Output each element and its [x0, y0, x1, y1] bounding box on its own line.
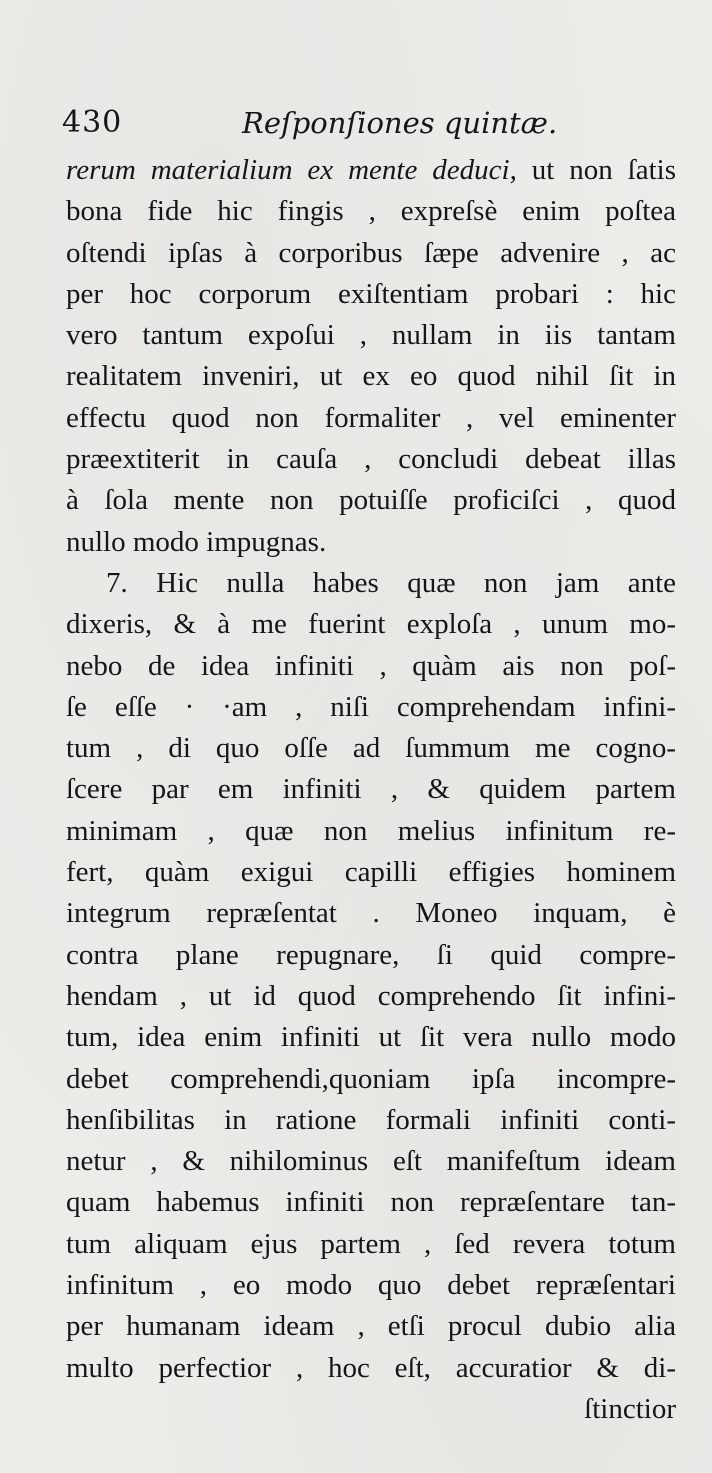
body-text	[66, 150, 676, 1430]
text-line: per humanam ideam , etſi procul dubio alia	[66, 1310, 676, 1343]
text-line: contra plane repugnare, ſi quid compre-	[66, 938, 676, 971]
text-line: henſibilitas in ratione formali infiniti conti-	[66, 1103, 676, 1136]
text-line: multo perfectior , hoc eſt, accuratior & di-	[66, 1351, 676, 1384]
text-line: vero tantum expoſui , nullam in iis tantam	[66, 319, 676, 352]
text-line: effectu quod non formaliter , vel eminenter	[66, 401, 676, 434]
text-line: tum, idea enim infiniti ut ſit vera nullo modo	[66, 1021, 676, 1054]
text-line	[66, 150, 676, 191]
text-line: quam habemus infiniti non repræſentare tan-	[66, 1186, 676, 1219]
text-line: netur , & nihilominus eſt manifeſtum ideam	[66, 1145, 676, 1178]
page-header	[62, 100, 672, 146]
italic-phrase: rerum materialium ex mente deduci,	[66, 154, 517, 186]
text-line: nullo modo impugnas.	[66, 525, 327, 558]
text-line: oſtendi ipſas à corporibus ſæpe advenire , ac	[66, 236, 676, 269]
text-line: tum aliquam ejus partem , ſed revera totum	[66, 1227, 676, 1260]
catchword: ſtinctior	[584, 1392, 676, 1425]
text-line: per hoc corporum exiſtentiam probari : hic	[66, 277, 676, 310]
paragraph-start-line: 7. Hic nulla habes quæ non jam ante	[106, 566, 676, 599]
text-line: integrum repræſentat . Moneo inquam, è	[66, 897, 676, 930]
text-line: hendam , ut id quod comprehendo ſit infini-	[66, 979, 676, 1012]
text-line: ſe eſſe · ·am , niſi comprehendam infini-	[66, 690, 676, 723]
text-line: nebo de idea infiniti , quàm ais non poſ-	[66, 649, 676, 682]
text-segment: ut non ſatis	[516, 154, 676, 186]
text-line: infinitum , eo modo quo debet repræſentari	[66, 1269, 676, 1302]
text-line: à ſola mente non potuiſſe proficiſci , quod	[66, 484, 676, 517]
text-line: realitatem inveniri, ut ex eo quod nihil ſit in	[66, 360, 676, 393]
text-line: præextiterit in cauſa , concludi debeat illas	[66, 443, 676, 476]
text-line: tum , di quo oſſe ad ſummum me cogno-	[66, 732, 676, 765]
text-line: minimam , quæ non melius infinitum re-	[66, 814, 676, 847]
text-line: bona fide hic fingis , expreſsè enim poſtea	[66, 195, 676, 228]
text-line: debet comprehendi,quoniam ipſa incompre-	[66, 1062, 676, 1095]
text-line: fert, quàm exigui capilli effigies hominem	[66, 856, 676, 889]
running-title: Reſponſiones quintæ.	[242, 106, 558, 140]
text-line: ſcere par em infiniti , & quidem partem	[66, 773, 676, 806]
page-number: 430	[62, 105, 123, 140]
text-line: dixeris, & à me fuerint exploſa , unum mo-	[66, 608, 676, 641]
